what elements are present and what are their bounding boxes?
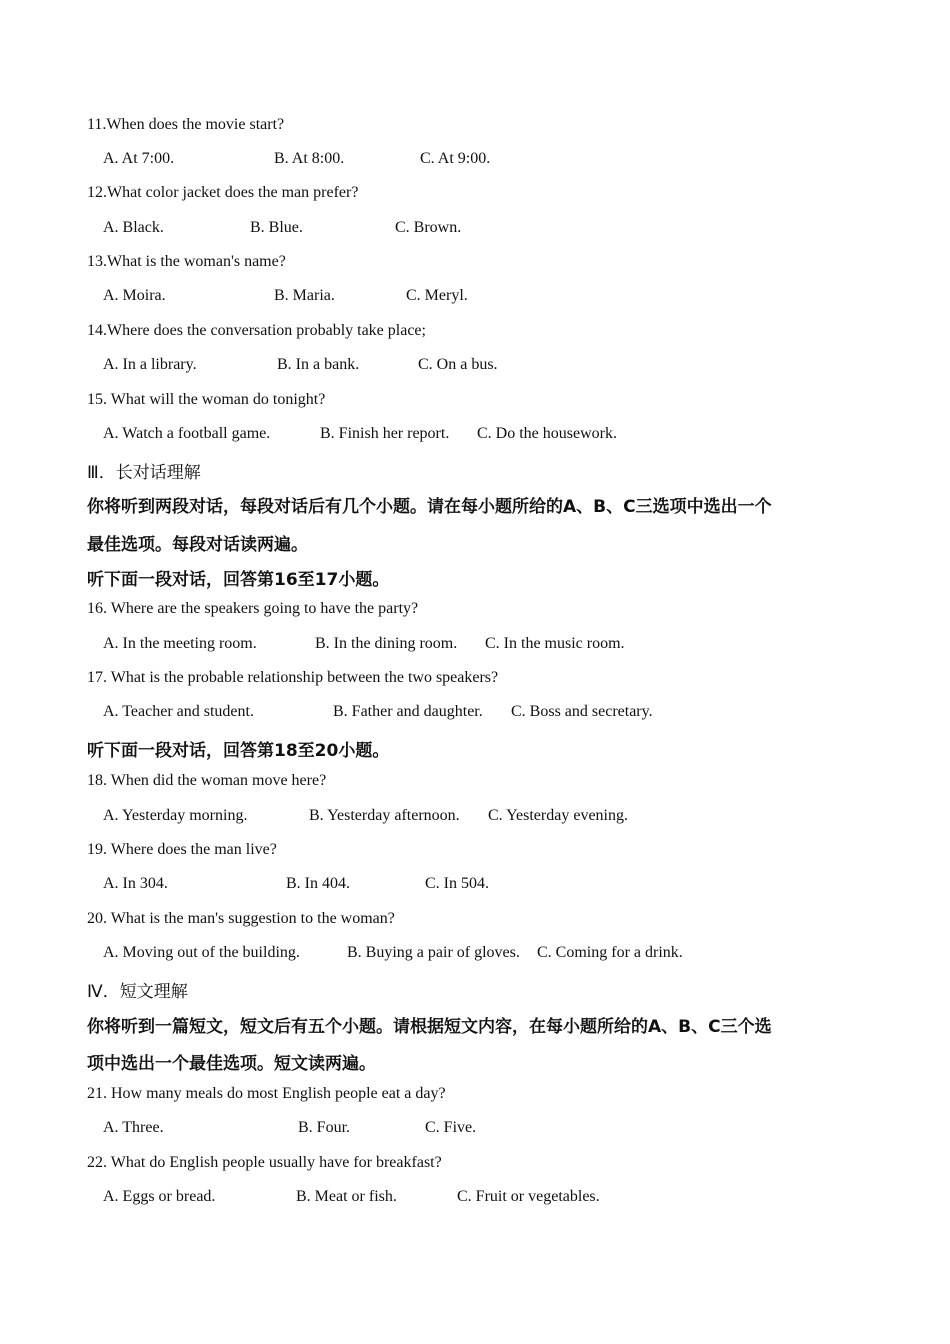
question-21: 21. How many meals do most English people eat a day? (87, 1085, 446, 1102)
option-c: C. At 9:00. (420, 150, 491, 167)
section-4-instruction-line-2: 项中选出一个最佳选项。短文读两遍。 (87, 1054, 376, 1074)
option-c: C. On a bus. (418, 356, 498, 373)
options-14 (103, 356, 803, 376)
option-a: A. In the meeting room. (103, 635, 257, 652)
option-a: A. Yesterday morning. (103, 807, 248, 824)
option-a: A. At 7:00. (103, 150, 175, 167)
option-c: C. Fruit or vegetables. (457, 1188, 600, 1205)
question-16: 16. Where are the speakers going to have the party? (87, 600, 419, 617)
option-a: A. Three. (103, 1119, 164, 1136)
option-a: A. In 304. (103, 875, 168, 892)
dialogue-1-instruction: 听下面一段对话，回答第16至17小题。 (87, 570, 390, 590)
option-c: C. Coming for a drink. (537, 944, 683, 961)
options-22 (103, 1188, 803, 1208)
option-b: B. Maria. (274, 287, 335, 304)
question-15: 15. What will the woman do tonight? (87, 391, 326, 408)
section-3-instruction-line-2: 最佳选项。每段对话读两遍。 (87, 535, 308, 555)
option-b: B. Meat or fish. (296, 1188, 397, 1205)
option-c: C. Do the housework. (477, 425, 617, 442)
section-4-instruction-line-1: 你将听到一篇短文，短文后有五个小题。请根据短文内容，在每小题所给的A、B、C三个选 (87, 1017, 772, 1037)
option-c: C. Five. (425, 1119, 477, 1136)
options-18 (103, 807, 803, 827)
options-19 (103, 875, 803, 895)
option-b: B. Buying a pair of gloves. (347, 944, 520, 961)
option-b: B. Four. (298, 1119, 351, 1136)
question-22: 22. What do English people usually have for breakfast? (87, 1154, 442, 1171)
option-b: B. In the dining room. (315, 635, 458, 652)
option-c: C. In 504. (425, 875, 489, 892)
option-a: A. Black. (103, 219, 164, 236)
option-a: A. Teacher and student. (103, 703, 254, 720)
option-c: C. In the music room. (485, 635, 625, 652)
option-c: C. Yesterday evening. (488, 807, 628, 824)
question-20: 20. What is the man's suggestion to the woman? (87, 910, 395, 927)
option-a: A. Eggs or bread. (103, 1188, 216, 1205)
options-13 (103, 287, 803, 307)
options-21 (103, 1119, 803, 1139)
option-c: C. Brown. (395, 219, 462, 236)
option-a: A. Watch a football game. (103, 425, 271, 442)
options-16 (103, 635, 803, 655)
question-12: 12.What color jacket does the man prefer? (87, 184, 359, 201)
section-4-title: Ⅳ．短文理解 (87, 982, 188, 1002)
question-13: 13.What is the woman's name? (87, 253, 286, 270)
option-c: C. Meryl. (406, 287, 468, 304)
option-a: A. In a library. (103, 356, 197, 373)
options-12 (103, 219, 803, 239)
option-b: B. At 8:00. (274, 150, 345, 167)
option-a: A. Moving out of the building. (103, 944, 300, 961)
options-17 (103, 703, 803, 723)
question-19: 19. Where does the man live? (87, 841, 277, 858)
section-3-title: Ⅲ．长对话理解 (87, 463, 201, 483)
dialogue-2-instruction: 听下面一段对话，回答第18至20小题。 (87, 741, 390, 761)
question-11: 11.When does the movie start? (87, 116, 285, 133)
options-15 (103, 425, 803, 445)
options-20 (103, 944, 803, 964)
question-18: 18. When did the woman move here? (87, 772, 327, 789)
question-14: 14.Where does the conversation probably take place; (87, 322, 426, 339)
option-a: A. Moira. (103, 287, 166, 304)
option-c: C. Boss and secretary. (511, 703, 653, 720)
option-b: B. Blue. (250, 219, 303, 236)
options-11 (103, 150, 803, 170)
option-b: B. In a bank. (277, 356, 360, 373)
option-b: B. In 404. (286, 875, 350, 892)
option-b: B. Yesterday afternoon. (309, 807, 460, 824)
question-17: 17. What is the probable relationship between the two speakers? (87, 669, 499, 686)
option-b: B. Finish her report. (320, 425, 450, 442)
option-b: B. Father and daughter. (333, 703, 483, 720)
section-3-instruction-line-1: 你将听到两段对话，每段对话后有几个小题。请在每小题所给的A、B、C三选项中选出一个 (87, 497, 772, 517)
